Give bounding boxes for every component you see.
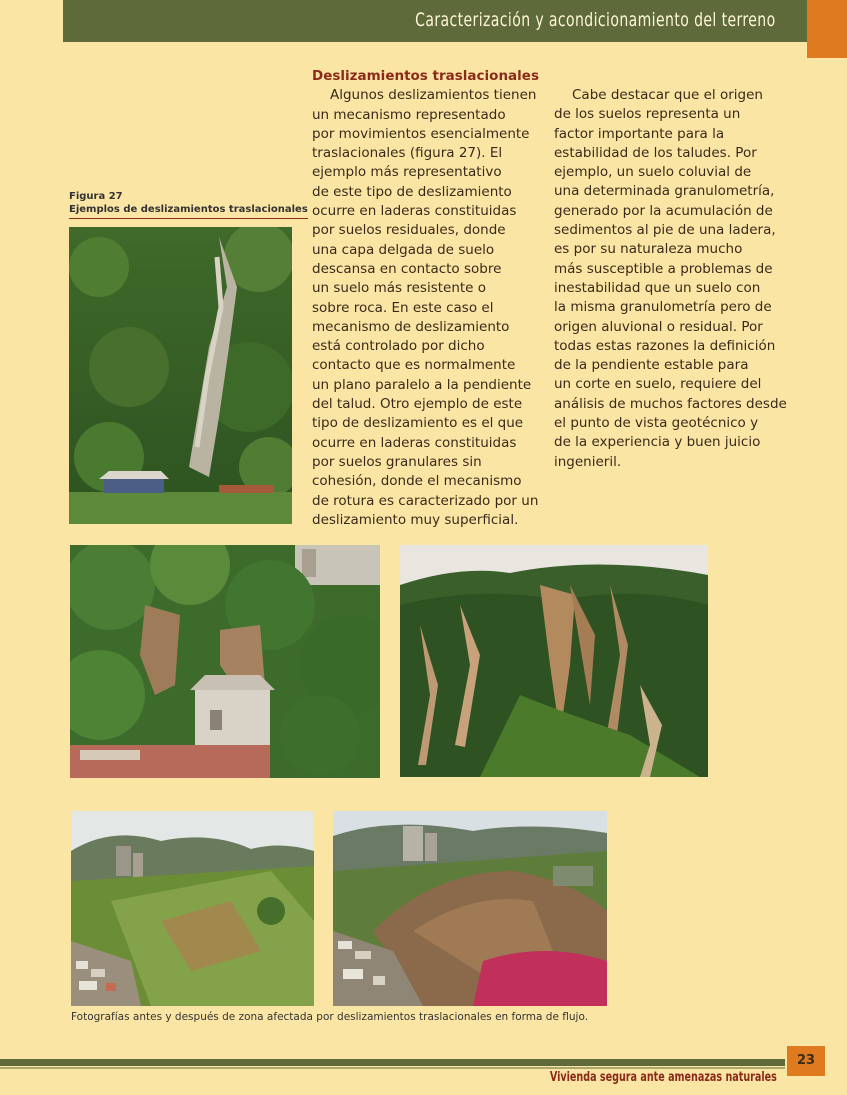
text-line: un corte en suelo, requiere del bbox=[554, 376, 762, 393]
text-line: una capa delgada de suelo bbox=[312, 241, 495, 258]
text-line: cohesión, donde el mecanismo bbox=[312, 473, 522, 490]
photo-urban-hillside bbox=[70, 545, 380, 778]
text-line: por suelos residuales, donde bbox=[312, 222, 506, 239]
text-line: del talud. Otro ejemplo de este bbox=[312, 396, 523, 413]
text-line: ejemplo, un suelo coluvial de bbox=[554, 164, 752, 181]
section-heading: Deslizamientos traslacionales bbox=[312, 68, 539, 84]
figure-number: Figura 27 bbox=[69, 191, 123, 202]
photo-after bbox=[333, 811, 607, 1006]
photo-landslide-forest bbox=[69, 227, 292, 524]
text-line: sobre roca. En este caso el bbox=[312, 299, 494, 316]
text-line: sedimentos al pie de una ladera, bbox=[554, 222, 776, 239]
text-line: descansa en contacto sobre bbox=[312, 260, 502, 277]
text-line: factor importante para la bbox=[554, 125, 725, 142]
text-line: de la experiencia y buen juicio bbox=[554, 434, 761, 451]
text-line: tipo de deslizamiento es el que bbox=[312, 415, 524, 432]
text-line: estabilidad de los taludes. Por bbox=[554, 144, 757, 161]
text-line: Algunos deslizamientos tienen bbox=[330, 87, 537, 104]
page-header-title: Caracterización y acondicionamiento del terreno bbox=[415, 9, 776, 31]
text-line: el punto de vista geotécnico y bbox=[554, 415, 759, 432]
text-line: más susceptible a problemas de bbox=[554, 260, 773, 277]
text-line: un mecanismo representado bbox=[312, 106, 506, 123]
text-line: traslacionales (figura 27). El bbox=[312, 145, 503, 162]
text-line: la misma granulometría pero de bbox=[554, 299, 772, 316]
text-line: deslizamiento muy superficial. bbox=[312, 511, 519, 528]
text-line: todas estas razones la definición bbox=[554, 337, 776, 354]
text-line: ejemplo más representativo bbox=[312, 164, 502, 181]
photo-caption: Fotografías antes y después de zona afectada por deslizamientos traslacionales en forma de flujo. bbox=[71, 1011, 589, 1023]
text-line: un suelo más resistente o bbox=[312, 280, 487, 297]
text-line: ocurre en laderas constituidas bbox=[312, 203, 517, 220]
text-line: mecanismo de deslizamiento bbox=[312, 318, 510, 335]
text-line: de rotura es caracterizado por un bbox=[312, 492, 539, 509]
text-line: generado por la acumulación de bbox=[554, 202, 773, 219]
text-line: ingenieril. bbox=[554, 453, 622, 470]
footer-title: Vivienda segura ante amenazas naturales bbox=[549, 1070, 777, 1085]
page-number: 23 bbox=[787, 1046, 825, 1076]
footer-line bbox=[0, 1067, 785, 1069]
text-line: de este tipo de deslizamiento bbox=[312, 183, 512, 200]
text-line: un plano paralelo a la pendiente bbox=[312, 376, 532, 393]
figure-title: Ejemplos de deslizamientos traslacionales bbox=[69, 203, 308, 219]
text-line: Cabe destacar que el origen bbox=[572, 87, 763, 103]
text-line: origen aluvional o residual. Por bbox=[554, 318, 763, 335]
text-line: análisis de muchos factores desde bbox=[554, 395, 787, 412]
text-column-1 bbox=[312, 67, 542, 530]
text-line: una determinada granulometría, bbox=[554, 183, 775, 200]
photo-mountain-slides bbox=[400, 545, 708, 777]
corner-tab bbox=[807, 0, 847, 58]
text-line: contacto que es normalmente bbox=[312, 357, 516, 374]
header-bar bbox=[63, 0, 830, 42]
footer-bar bbox=[0, 1059, 785, 1066]
text-line: de los suelos representa un bbox=[554, 106, 741, 123]
text-line: es por su naturaleza mucho bbox=[554, 241, 743, 258]
text-line: por movimientos esencialmente bbox=[312, 125, 530, 142]
photo-before bbox=[71, 811, 314, 1006]
text-line: de la pendiente estable para bbox=[554, 357, 749, 374]
text-line: ocurre en laderas constituidas bbox=[312, 434, 517, 451]
text-line: está controlado por dicho bbox=[312, 338, 485, 355]
text-line: por suelos granulares sin bbox=[312, 453, 482, 470]
figure-label bbox=[69, 190, 308, 219]
text-line: inestabilidad que un suelo con bbox=[554, 279, 761, 296]
text-column-2 bbox=[554, 86, 794, 472]
